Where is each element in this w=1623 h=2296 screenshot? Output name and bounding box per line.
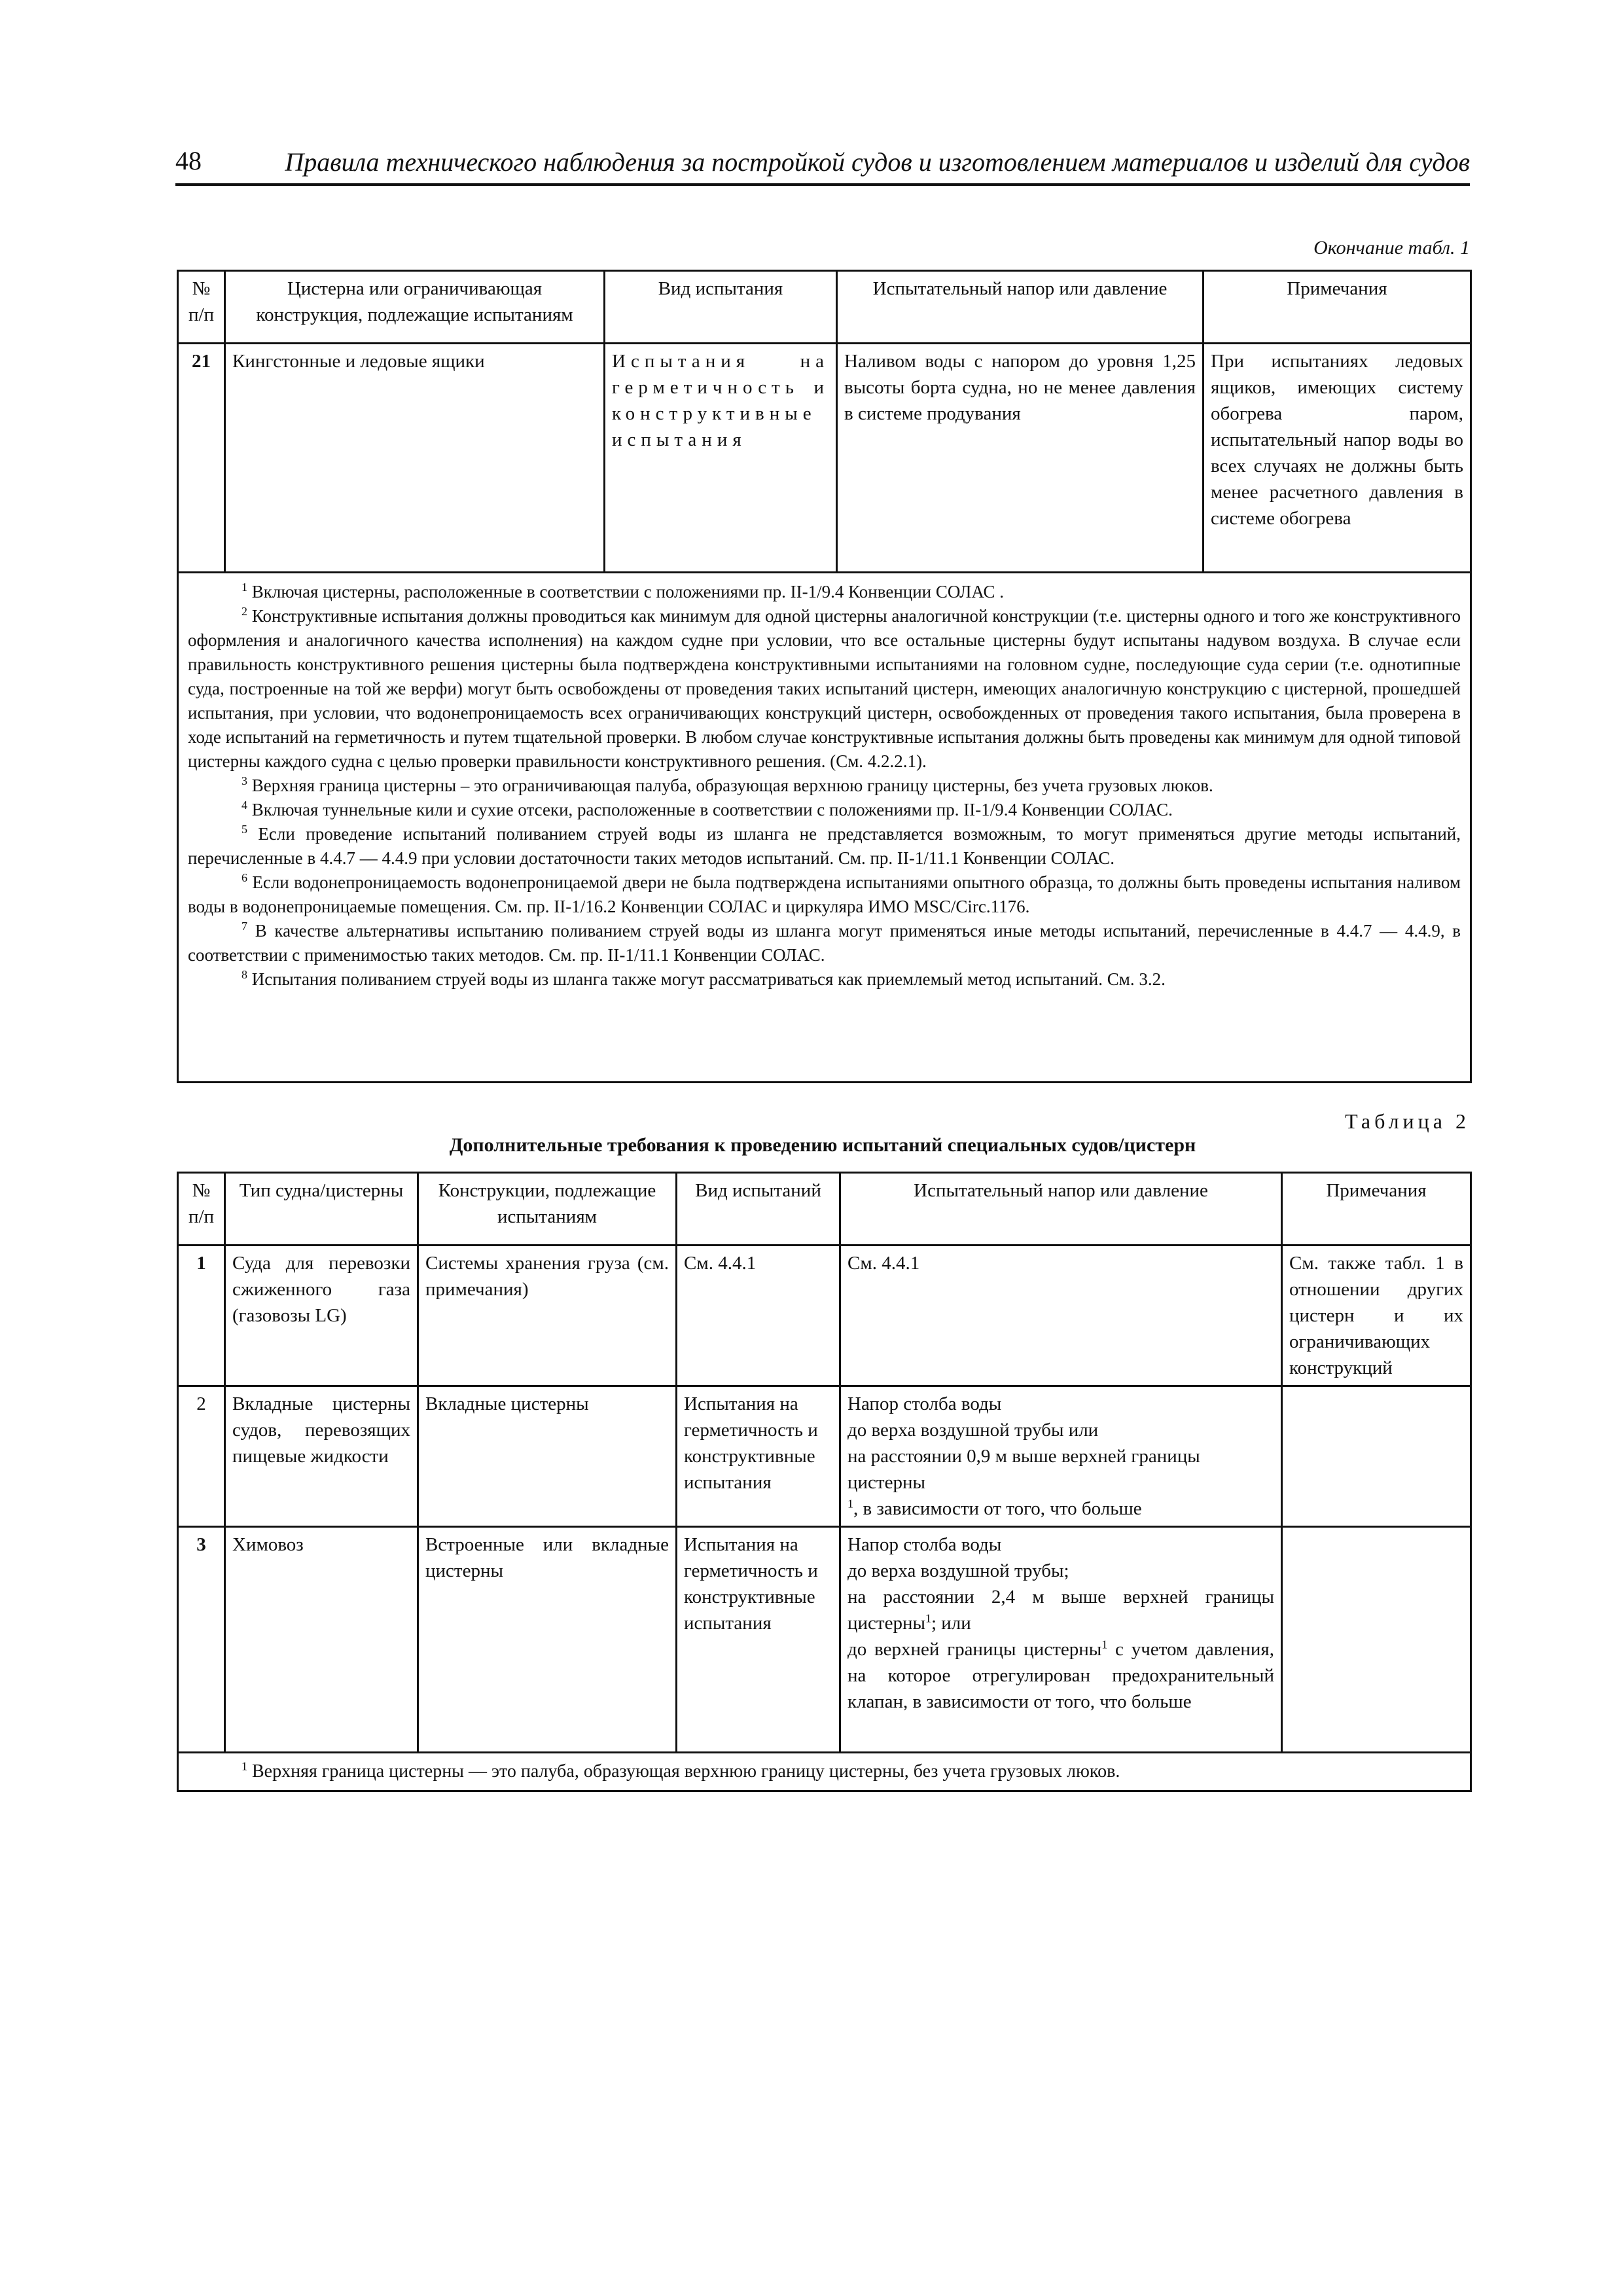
row-num: 21 [178,344,225,573]
table2-title: Дополнительные требования к проведению испытаний специальных судов/цистерн [449,1134,1196,1156]
row-pressure: См. 4.4.1 [840,1246,1282,1386]
row-pressure: Наливом воды с напором до уровня 1,25 высоты борта судна, но не менее давления в системе продувания [837,344,1204,573]
page-number: 48 [175,146,202,175]
row-structures: Встроенные или вкладные цистерны [418,1527,677,1753]
row-ship-type: Суда для перевозки сжиженного газа (газовозы LG) [225,1246,418,1386]
footnote: $^4$ Включая туннельные кили и сухие отсеки, расположенные в соответствии с положениями пр. II-1/9.4 Конвенции СОЛАС. [241,798,1173,819]
row-structures: Вкладные цистерны [418,1386,677,1527]
table-row [178,1527,1471,1753]
table2 [177,1172,1472,1792]
table2-header-row [178,1173,1471,1246]
footnote: $^3$ Верхняя граница цистерны – это ограничивающая палуба, образующая верхнюю границу цистерны, без учета грузовых люков. [241,774,1213,795]
col-header-test-type: Вид испытаний [677,1173,840,1246]
row-test-type: Испытания на герметичность и конструктивные испытания [677,1527,840,1753]
footnote: $^2$ Конструктивные испытания должны проводиться как минимум для одной цистерны аналогичной конструкции (т.е. цистерны одного и того же конструктивного оформления и аналогичного качества исполнения) на каждом судне при условии, что все остальные цистерны будут испытаны надувом воздуха. В случае если правильность конструктивного решения цистерны была подтверждена конструктивными испытаниями на головном судне, последующие суда серии (т.е. однотипные суда, построенные на той же верфи) могут быть освобождены от проведения таких испытаний цистерн, имеющих аналогичную конструкцию с цистерной, прошедшей испытания, при условии, что водонепроницаемость всех ограничивающих конструкций цистерн, освобожденных от проведения такого испытания, была проверена в ходе испытаний на герметичность и путем тщательной проверки. В любом случае конструктивные испытания должны быть проведены как минимум для одной типовой цистерны каждого судна с целью проверки правильности конструктивного решения. (См. 4.2.2.1). [188,605,1461,771]
col-header-pressure: Испытательный напор или давление [837,271,1204,344]
row-notes [1282,1527,1471,1753]
table1-footnotes [178,573,1471,1083]
footnote: $^1$ Включая цистерны, расположенные в соответствии с положениями пр. II-1/9.4 Конвенции СОЛАС . [241,581,1005,601]
col-header-num: № п/п [178,1173,225,1246]
col-header-num: № п/п [178,271,225,344]
row-pressure: Напор столба воды до верха воздушной трубы или на расстоянии 0,9 м выше верхней границы цистерны $^1$, в зависимости от того, что больше [840,1386,1282,1527]
row-ship-type: Вкладные цистерны судов, перевозящих пищевые жидкости [225,1386,418,1527]
col-header-notes: Примечания [1204,271,1471,344]
row-structures: Системы хранения груза (см. примечания) [418,1246,677,1386]
running-title: Правила технического наблюдения за постройкой судов и изготовлением материалов и изделий для судов [285,147,1470,177]
row-test-type: Испытания на герметичность и конструктивные испытания [605,344,837,573]
col-header-pressure: Испытательный напор или давление [840,1173,1282,1246]
table1-caption: Окончание табл. 1 [1313,237,1470,259]
table2-footnote: $^1$ Верхняя граница цистерны — это палуба, образующая верхнюю границу цистерны, без учета грузовых люков. [178,1753,1471,1791]
row-test-type: Испытания на герметичность и конструктивные испытания [677,1386,840,1527]
row-num: 2 [178,1386,225,1527]
table2-footnote-row [178,1753,1471,1791]
table1 [177,270,1472,1083]
footnote: $^6$ Если водонепроницаемость водонепроницаемой двери не была подтверждена испытаниями опытного образца, то должны быть проведены испытания наливом воды в водонепроницаемые помещения. См. пр. II-1/16.2 Конвенции СОЛАС и циркуляра ИМО MSC/Circ.1176. [188,871,1461,916]
row-ship-type: Химовоз [225,1527,418,1753]
row-num: 1 [178,1246,225,1386]
table-row [178,1246,1471,1386]
col-header-notes: Примечания [1282,1173,1471,1246]
footnote: $^8$ Испытания поливанием струей воды из шланга также могут рассматриваться как приемлемый метод испытаний. См. 3.2. [241,968,1166,989]
footnote: $^5$ Если проведение испытаний поливанием струей воды из шланга не представляется возможным, то могут применяться другие методы испытаний, перечисленные в 4.4.7 — 4.4.9 при условии достаточности таких методов испытаний. См. пр. II-1/11.1 Конвенции СОЛАС. [188,823,1461,868]
col-header-structures: Конструкции, подлежащие испытаниям [418,1173,677,1246]
row-pressure: Напор столба воды до верха воздушной трубы; на расстоянии 2,4 м выше верхней границы цистерны$^1$; или до верхней границы цистерны$^1$ с учетом давления, на которое отрегулирован предохранительный клапан, в зависимости от того, что больше [840,1527,1282,1753]
row-notes: При испытаниях ледовых ящиков, имеющих систему обогрева паром, испытательный напор воды во всех случаях не должны быть менее расчетного давления в системе обогрева [1204,344,1471,573]
col-header-ship-type: Тип судна/цистерны [225,1173,418,1246]
row-num: 3 [178,1527,225,1753]
row-tank: Кингстонные и ледовые ящики [225,344,605,573]
table1-header-row [178,271,1471,344]
table2-label: Таблица 2 [1345,1109,1470,1133]
row-test-type: См. 4.4.1 [677,1246,840,1386]
row-notes [1282,1386,1471,1527]
table1-footnotes-row [178,573,1471,1083]
table-row [178,344,1471,573]
row-notes: См. также табл. 1 в отношении других цистерн и их ограничивающих конструкций [1282,1246,1471,1386]
table-row [178,1386,1471,1527]
col-header-test-type: Вид испытания [605,271,837,344]
footnote: $^7$ В качестве альтернативы испытанию поливанием струей воды из шланга могут применяться иные методы испытаний, перечисленные в 4.4.7 — 4.4.9, в соответствии с применимостью таких методов. См. пр. II-1/11.1 Конвенции СОЛАС. [188,920,1461,965]
page-header [175,143,1470,186]
col-header-tank: Цистерна или ограничивающая конструкция, подлежащие испытаниям [225,271,605,344]
